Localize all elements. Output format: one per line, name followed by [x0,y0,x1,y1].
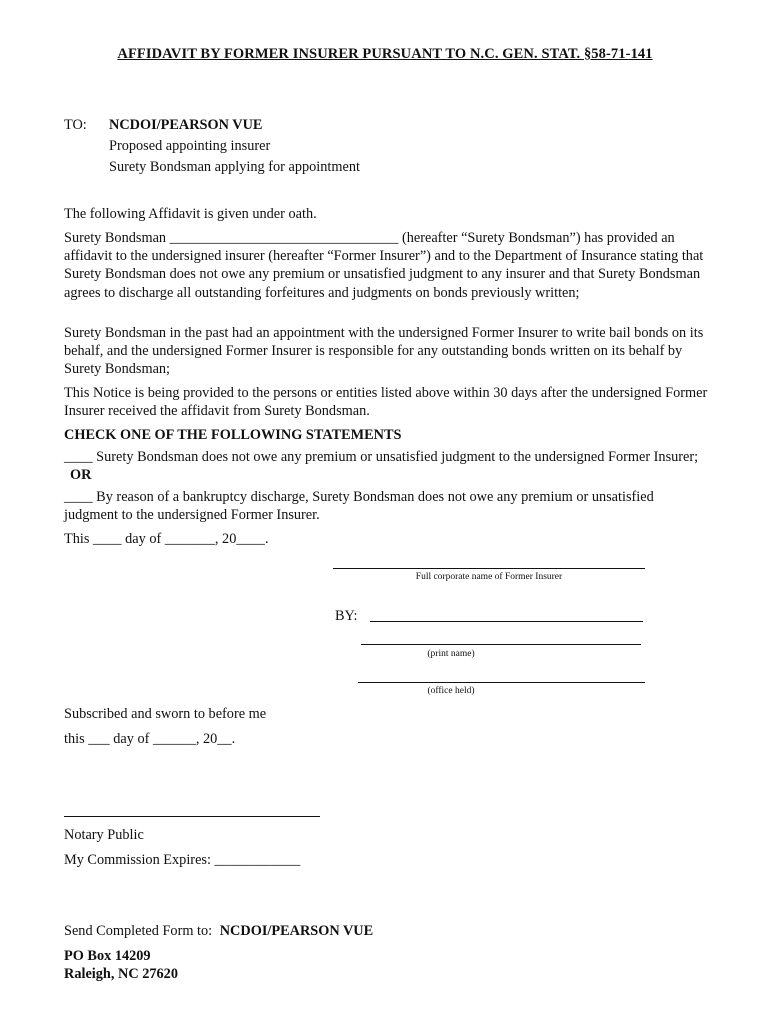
to-line-surety-bondsman: Surety Bondsman applying for appointment [109,159,360,175]
paragraph-affidavit-provided: Surety Bondsman ________________________________ (hereafter “Surety Bondsman”) has provided an affidavit to the undersigned insurer (hereafter “Former Insurer”) and to the Department of Insurance stating that Surety Bondsman does not owe any premium or unsatisfied judgment to any insurer and that Surety Bondsman agrees to discharge all outstanding forfeitures and judgments on bonds previously written; [64,230,704,301]
statement-option-1 [64,448,704,484]
statement-option-2: ____ By reason of a bankruptcy discharge, Surety Bondsman does not owe any premium or unsatisfied judgment to the undersigned Former Insurer. [64,489,654,524]
company-name-caption: Full corporate name of Former Insurer [415,572,563,582]
company-name-line[interactable] [333,568,645,569]
statement-option-1-text: ____ Surety Bondsman does not owe any premium or unsatisfied judgment to the undersigned Former Insurer; [64,449,699,465]
send-to-line [64,922,373,940]
office-held-line[interactable] [358,682,645,683]
to-label: TO: [64,117,87,133]
print-name-line[interactable] [361,644,641,645]
send-to-recipient: NCDOI/PEARSON VUE [219,923,374,939]
address-city: Raleigh, NC 27620 [64,966,178,982]
form-title: AFFIDAVIT BY FORMER INSURER PURSUANT TO N.C. GEN. STAT. §58-71-141 [117,46,653,62]
print-name-caption: (print name) [427,649,475,659]
to-recipient: NCDOI/PEARSON VUE [109,117,263,133]
paragraph-past-appointment: Surety Bondsman in the past had an appointment with the undersigned Former Insurer to write bail bonds on its behalf, and the undersigned Former Insurer is responsible for any outstanding bonds written on its behalf by Surety Bondsman; [64,325,704,378]
paragraph-notice: This Notice is being provided to the persons or entities listed above within 30 days after the undersigned Former Insurer received the affidavit from Surety Bondsman. [64,385,708,420]
intro-statement: The following Affidavit is given under oath. [64,206,317,222]
notary-public-label: Notary Public [64,827,144,843]
sworn-date-line: this ___ day of ______, 20__. [64,731,236,747]
date-line: This ____ day of _______, 20____. [64,531,269,547]
send-to-label: Send Completed Form to: [64,923,213,939]
office-held-caption: (office held) [427,686,475,696]
to-line-appointing-insurer: Proposed appointing insurer [109,138,271,154]
signature-line[interactable] [370,621,643,622]
notary-signature-line[interactable] [64,816,320,817]
by-label: BY: [335,608,358,624]
address-po-box: PO Box 14209 [64,948,151,964]
sworn-statement: Subscribed and sworn to before me [64,706,267,722]
commission-expires: My Commission Expires: ____________ [64,852,301,868]
or-label: OR [70,467,92,484]
check-heading: CHECK ONE OF THE FOLLOWING STATEMENTS [64,427,402,443]
